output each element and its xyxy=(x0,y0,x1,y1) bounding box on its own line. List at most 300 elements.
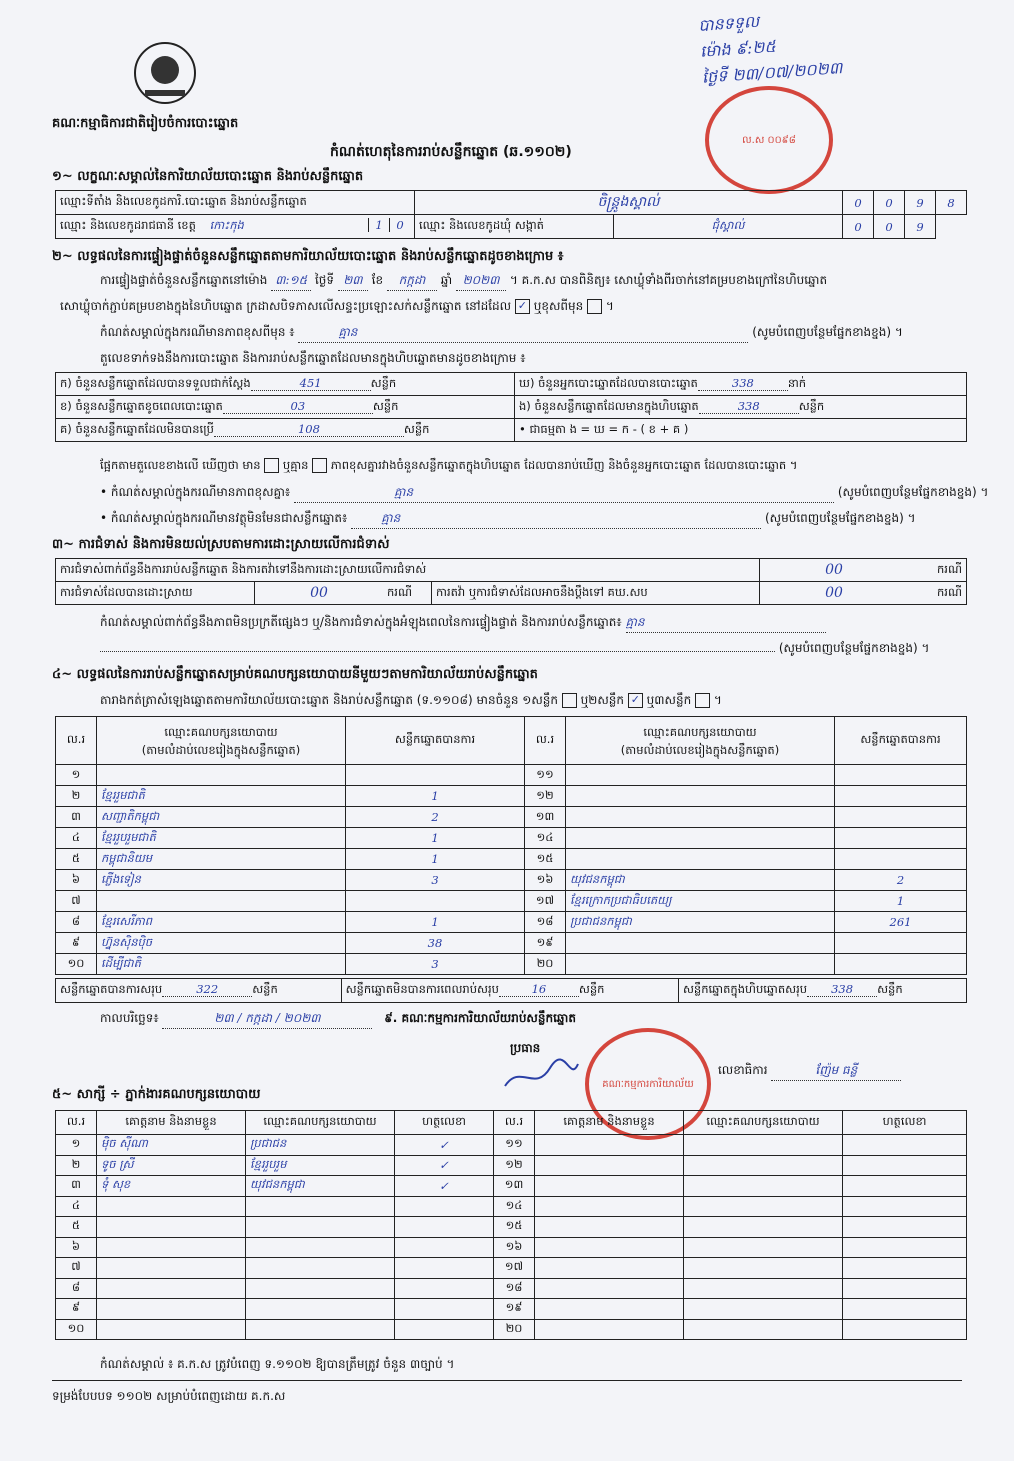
witness-signature xyxy=(843,1258,967,1279)
party-name: ភ្លើងទៀន xyxy=(97,870,346,891)
unit: ករណី xyxy=(908,559,967,582)
three-sheets-checkbox[interactable] xyxy=(695,693,710,708)
total-valid-votes: 322 xyxy=(162,982,252,997)
witness-party xyxy=(684,1278,843,1299)
irregularity-note-line xyxy=(100,614,980,633)
text: សន្លឹក xyxy=(252,982,278,996)
party-number: ២០ xyxy=(525,954,566,975)
witness-number: ៥ xyxy=(56,1217,97,1238)
text: សោឃ្លុំចាក់ភ្ជាប់គម្របខាងក្នុងនៃហិបឆ្នោត ក្រដាសបិទភាសលើសន្ទះប្រឡោះសក់សន្លឹកឆ្នោត នៅដដែល xyxy=(60,299,512,313)
party-number: ១៨ xyxy=(525,912,566,933)
party-number: ៨ xyxy=(56,912,97,933)
party-number: ៩ xyxy=(56,933,97,954)
party-name: យុវជនកម្ពុជា xyxy=(566,870,835,891)
witness-number: ៦ xyxy=(56,1237,97,1258)
text: ឆ្នាំ xyxy=(440,273,453,287)
text: (សូមបំពេញបន្ថែមផ្នែកខាងខ្នង) ។ xyxy=(752,325,903,339)
committee-name: គណៈកម្មាធិការជាតិរៀបចំការបោះឆ្នោត xyxy=(52,116,239,131)
col-no: ល.រ xyxy=(525,717,566,765)
party-votes: 1 xyxy=(346,786,525,807)
text: (តាមលំដាប់លេខរៀងក្នុងសន្លឹកឆ្នោត) xyxy=(141,742,301,757)
result-row xyxy=(56,807,967,828)
witness-name xyxy=(97,1217,246,1238)
col-party: ឈ្មោះគណបក្សនយោបាយ xyxy=(246,1111,395,1135)
witness-number: ៤ xyxy=(56,1196,97,1217)
party-name: ខ្មែរសេរីភាព xyxy=(97,912,346,933)
party-votes xyxy=(835,786,967,807)
total-box-votes: 338 xyxy=(807,982,877,997)
code-digit: 0 xyxy=(874,215,905,239)
party-name xyxy=(566,786,835,807)
verification-month: កក្កដា xyxy=(387,272,437,291)
appeal-label: ការតវ៉ា ឬការជំទាស់ដែលអាចនឹងប្តឹងទៅ គឃ.សប xyxy=(432,582,760,605)
witness-name xyxy=(97,1278,246,1299)
text: សន្លឹកឆ្នោតបានការសរុប xyxy=(60,982,163,996)
text: ខែ xyxy=(371,273,384,287)
text: សន្លឹក xyxy=(403,421,430,436)
result-row xyxy=(56,786,967,807)
complaints-table xyxy=(55,558,967,605)
witness-signature xyxy=(843,1237,967,1258)
witness-party xyxy=(684,1258,843,1279)
party-number: ៥ xyxy=(56,849,97,870)
two-sheets-checkbox[interactable]: ✓ xyxy=(628,693,643,708)
witness-row xyxy=(56,1217,967,1238)
text: ឬខុសពីមុន xyxy=(533,299,584,313)
text: ភាពខុសគ្នារវាងចំនួនសន្លឹកឆ្នោតក្នុងហិបឆ្នោត ដែលបានរាប់ឃើញ និងចំនួនអ្នកបោះឆ្នោត ដែលបានបោះឆ្នោត ។ xyxy=(330,458,798,472)
text: សន្លឹក xyxy=(370,375,397,390)
party-votes: 38 xyxy=(346,933,525,954)
tally-sheet-line: តារាងកត់ត្រាសំឡេងឆ្នោតតាមការិយាល័យបោះឆ្នោត និងរាប់សន្លឹកឆ្នោត (ទ.១១០៨) មានចំនួន ១សន្លឹក ឬ២សន្លឹក ✓ ឬ៣សន្លឹក ។ xyxy=(100,693,722,707)
text: សន្លឹកឆ្នោតមិនបានការពេលរាប់សរុប xyxy=(345,982,499,996)
col-party: ឈ្មោះគណបក្សនយោបាយ xyxy=(684,1111,843,1135)
witness-name xyxy=(97,1258,246,1279)
stamp-code: ល.ស ០០៩៨ xyxy=(742,134,796,146)
party-number: ១៤ xyxy=(525,828,566,849)
witness-name: ទូច ស្រី xyxy=(97,1155,246,1176)
witness-number: ២ xyxy=(56,1155,97,1176)
witness-party xyxy=(684,1196,843,1217)
party-name xyxy=(97,891,346,912)
col-signature: ហត្ថលេខា xyxy=(843,1111,967,1135)
annotation-line: បានទទួល xyxy=(697,11,760,35)
witness-name: ទុំ សុខ xyxy=(97,1176,246,1197)
witness-party xyxy=(684,1237,843,1258)
figure-cell xyxy=(56,373,515,396)
witness-signature xyxy=(843,1217,967,1238)
secretary-name: ញ៉ែម ធន្លី xyxy=(771,1062,901,1081)
text: • កំណត់សម្គាល់ក្នុងករណីមានវត្ថុមិនមែនជាសន្លឹកឆ្នោត៖ xyxy=(100,511,348,525)
witness-name xyxy=(97,1237,246,1258)
section5-heading: ៥~ សាក្សី ÷ ភ្នាក់ងារគណបក្សនយោបាយ xyxy=(52,1087,261,1102)
witness-party xyxy=(246,1278,395,1299)
irregularity-note-value: គ្មាន xyxy=(626,614,826,633)
text: ង) ចំនួនសន្លឹកឆ្នោតដែលមានក្នុងហិបឆ្នោត xyxy=(519,398,699,413)
text: តារាងកត់ត្រាសំឡេងឆ្នោតតាមការិយាល័យបោះឆ្នោត និងរាប់សន្លឹកឆ្នោត (ទ.១១០៨) មានចំនួន ១សន្លឹក xyxy=(100,693,558,707)
total-invalid-cell xyxy=(341,979,678,1003)
witness-number: ១១ xyxy=(494,1135,535,1156)
stamp-text: គណៈកម្មការការិយាល័យ xyxy=(602,1078,694,1090)
figures-intro: តួលេខទាក់ទងនឹងការបោះឆ្នោត និងការរាប់សន្លឹកឆ្នោតដែលមានក្នុងហិបឆ្នោតមានដូចខាងក្រោម ៖ xyxy=(100,351,526,365)
party-votes: 2 xyxy=(835,870,967,891)
figure-cell: • ជាធម្មតា ង = ឃ = ក - ( ខ + គ ) xyxy=(515,419,967,442)
unchanged-checkbox[interactable]: ✓ xyxy=(515,299,530,314)
witness-signature: ✓ xyxy=(395,1176,494,1197)
witness-name xyxy=(97,1319,246,1340)
text: សន្លឹក xyxy=(877,982,903,996)
foreign-object-note-value: គ្មាន xyxy=(351,510,761,529)
complaints-label: ការជំទាស់ពាក់ព័ន្ធនឹងការរាប់សន្លឹកឆ្នោត និងការតវ៉ាទៅនឹងការដោះស្រាយលើការជំទាស់ xyxy=(56,559,760,582)
party-votes: 2 xyxy=(346,807,525,828)
witness-signature xyxy=(395,1258,494,1279)
col-no: ល.រ xyxy=(56,1111,97,1135)
witness-party xyxy=(246,1258,395,1279)
complaints-count: 00 xyxy=(760,559,909,582)
witness-number: ១២ xyxy=(494,1155,535,1176)
party-votes: 1 xyxy=(346,849,525,870)
witness-row xyxy=(56,1176,967,1197)
text: លេខាធិការ xyxy=(718,1063,768,1077)
party-number: ១៥ xyxy=(525,849,566,870)
party-number: ១៣ xyxy=(525,807,566,828)
text: ឈ្មោះគណបក្សនយោបាយ xyxy=(164,724,278,739)
party-name xyxy=(566,828,835,849)
party-number: ១៧ xyxy=(525,891,566,912)
nec-logo xyxy=(130,38,200,108)
code-digit: 9 xyxy=(905,215,936,239)
witness-number: ៣ xyxy=(56,1176,97,1197)
resolved-count: 00 xyxy=(255,582,384,605)
text: សន្លឹកឆ្នោតក្នុងហិបឆ្នោតសរុប xyxy=(682,982,808,996)
irregularity-fill-line xyxy=(100,640,929,658)
party-votes xyxy=(835,807,967,828)
party-name: សញ្ជាតិកម្ពុជា xyxy=(97,807,346,828)
section4-heading: ៤~ លទ្ធផលនៃការរាប់សន្លឹកឆ្នោតសម្រាប់គណបក្សនយោបាយនីមួយៗតាមការិយាល័យរាប់សន្លឹកឆ្នោត xyxy=(52,667,538,682)
text: សន្លឹក xyxy=(798,398,825,413)
figure-cell xyxy=(515,396,967,419)
witness-signature: ✓ xyxy=(395,1135,494,1156)
witness-name: ម៉ិច ស៊ីណា xyxy=(97,1135,246,1156)
witness-signature xyxy=(843,1155,967,1176)
section3-heading: ៣~ ការជំទាស់ និងការមិនយល់ស្របតាមការដោះស្រាយលើការជំទាស់ xyxy=(52,537,390,552)
witness-name xyxy=(535,1258,684,1279)
party-name: ប្រជាជនកម្ពុជា xyxy=(566,912,835,933)
one-sheet-checkbox[interactable] xyxy=(562,693,577,708)
party-votes: 3 xyxy=(346,954,525,975)
col-no: ល.រ xyxy=(494,1111,535,1135)
result-row xyxy=(56,891,967,912)
figure-cell xyxy=(515,373,967,396)
code-digit: 8 xyxy=(936,191,967,215)
verification-year: ២០២៣ xyxy=(456,272,506,291)
witness-row xyxy=(56,1237,967,1258)
witness-signature xyxy=(843,1135,967,1156)
col-party xyxy=(97,717,346,765)
party-votes: 1 xyxy=(835,891,967,912)
resolved-label: ការជំទាស់ដែលបានដោះស្រាយ xyxy=(56,582,255,605)
secretary-line xyxy=(718,1062,901,1081)
witness-signature xyxy=(843,1176,967,1197)
changed-checkbox[interactable] xyxy=(587,299,602,314)
text: ឈ្មោះគណបក្សនយោបាយ xyxy=(643,724,757,739)
party-name xyxy=(97,765,346,786)
text: នាក់ xyxy=(787,375,807,390)
witness-signature xyxy=(843,1196,967,1217)
party-votes xyxy=(835,765,967,786)
witness-row xyxy=(56,1278,967,1299)
party-number: ១១ xyxy=(525,765,566,786)
party-votes xyxy=(346,765,525,786)
witness-signature xyxy=(843,1319,967,1340)
witness-party xyxy=(684,1217,843,1238)
chair-label: ប្រធាន xyxy=(510,1041,541,1055)
annotation-line: ម៉ោង ៩:២៥ xyxy=(699,36,777,61)
col-votes: សន្លឹកឆ្នោតបានការ xyxy=(835,717,967,765)
footnote: កំណត់សម្គាល់ ៖ គ.ក.ស ត្រូវបំពេញ ទ.១១០២ ឱ្យបានត្រឹមត្រូវ ចំនួន ៣ច្បាប់ ។ xyxy=(100,1357,455,1371)
difference-note-value: គ្មាន xyxy=(294,484,834,503)
party-name xyxy=(566,765,835,786)
code-digit: 0 xyxy=(843,191,874,215)
party-number: ១២ xyxy=(525,786,566,807)
witness-name xyxy=(535,1299,684,1320)
result-row xyxy=(56,828,967,849)
witness-row xyxy=(56,1196,967,1217)
ballots-in-box: 338 xyxy=(699,399,799,414)
text: ។ គ.ក.ស បានពិនិត្យ៖ សោឃ្លុំទាំងពីរចាក់នៅគម្របខាងក្រៅនៃហិបឆ្នោត xyxy=(509,273,828,287)
party-name: ដើម្បីជាតិ xyxy=(97,954,346,975)
witness-number: ១៧ xyxy=(494,1258,535,1279)
voters-voted: 338 xyxy=(698,376,788,391)
witness-name xyxy=(97,1196,246,1217)
witness-row xyxy=(56,1135,967,1156)
verification-line xyxy=(100,272,827,291)
ballots-received: 451 xyxy=(251,376,371,391)
party-number: ៧ xyxy=(56,891,97,912)
total-invalid-votes: 16 xyxy=(499,982,579,997)
polling-station-name: ចិន្ត្រូងស្គាល់ xyxy=(415,191,843,215)
verification-time: ៣:១៥ xyxy=(271,272,311,291)
section1-table xyxy=(55,190,967,239)
witness-signature xyxy=(395,1319,494,1340)
witness-signature: ✓ xyxy=(395,1155,494,1176)
signing-date: ២៣ / កក្កដា / ២០២៣ xyxy=(162,1010,372,1029)
difference-no-checkbox[interactable] xyxy=(312,458,327,473)
official-stamp-top xyxy=(705,86,833,194)
ballot-figures-table xyxy=(55,372,967,442)
witness-number: ៨ xyxy=(56,1278,97,1299)
text: ការផ្ទៀងផ្ទាត់ចំនួនសន្លឹកឆ្នោតនៅម៉ោង xyxy=(100,273,268,287)
witness-name xyxy=(535,1155,684,1176)
witness-name xyxy=(535,1319,684,1340)
party-votes: 3 xyxy=(346,870,525,891)
party-votes xyxy=(346,891,525,912)
witness-number: ១៣ xyxy=(494,1176,535,1197)
witness-number: ១៦ xyxy=(494,1237,535,1258)
party-name: ខ្មែររួមជាតិ xyxy=(97,786,346,807)
party-name xyxy=(566,807,835,828)
witness-signature xyxy=(395,1278,494,1299)
witness-party xyxy=(246,1319,395,1340)
witness-row xyxy=(56,1155,967,1176)
party-votes xyxy=(835,954,967,975)
code-digit: 9 xyxy=(905,191,936,215)
difference-yes-checkbox[interactable] xyxy=(264,458,279,473)
witness-number: ១៥ xyxy=(494,1217,535,1238)
result-row xyxy=(56,933,967,954)
party-number: ១៦ xyxy=(525,870,566,891)
difference-note-line xyxy=(100,484,988,503)
witness-name xyxy=(535,1278,684,1299)
witness-row xyxy=(56,1299,967,1320)
change-note-value: គ្មាន xyxy=(298,324,748,343)
party-number: ១ xyxy=(56,765,97,786)
witness-name xyxy=(535,1237,684,1258)
blank-line xyxy=(100,651,775,652)
result-row xyxy=(56,870,967,891)
compare-line xyxy=(100,458,797,475)
col-name: គោត្តនាម និងនាមខ្លួន xyxy=(535,1111,684,1135)
witness-number: ១៩ xyxy=(494,1299,535,1320)
party-number: ១៩ xyxy=(525,933,566,954)
witness-number: ១៤ xyxy=(494,1196,535,1217)
change-note-line xyxy=(100,324,980,343)
code-digit: 0 xyxy=(874,191,905,215)
witness-number: ១០ xyxy=(56,1319,97,1340)
text: ៩. គណៈកម្មការការិយាល័យរាប់សន្លឹកឆ្នោត xyxy=(384,1011,576,1025)
witness-party xyxy=(246,1237,395,1258)
witness-party xyxy=(684,1299,843,1320)
party-votes xyxy=(835,933,967,954)
text: សន្លឹក xyxy=(372,398,399,413)
witness-row xyxy=(56,1258,967,1279)
witness-name xyxy=(535,1176,684,1197)
text: ក) ចំនួនសន្លឹកឆ្នោតដែលបានទទួលជាក់ស្តែង xyxy=(60,375,251,390)
witness-signature xyxy=(395,1237,494,1258)
verification-day: ២៣ xyxy=(338,272,368,291)
witness-signature xyxy=(395,1299,494,1320)
text: កាលបរិច្ឆេទ៖ xyxy=(100,1011,159,1025)
party-name xyxy=(566,849,835,870)
witness-number: ៧ xyxy=(56,1258,97,1279)
text: (សូមបំពេញបន្ថែមផ្នែកខាងខ្នង) ។ xyxy=(764,511,916,525)
witness-signature xyxy=(843,1278,967,1299)
ballots-unused: 108 xyxy=(214,422,404,437)
text: ខ) ចំនួនសន្លឹកឆ្នោតខូចពេលបោះឆ្នោត xyxy=(60,398,223,413)
text: ផ្អែកតាមតួលេខខាងលើ ឃើញថា មាន xyxy=(100,458,261,472)
figure-cell xyxy=(56,419,515,442)
witness-party xyxy=(684,1319,843,1340)
text: (សូមបំពេញបន្ថែមផ្នែកខាងខ្នង) ។ xyxy=(778,641,930,655)
total-box-cell xyxy=(678,979,966,1003)
result-row xyxy=(56,954,967,975)
text: សន្លឹក xyxy=(578,982,605,996)
col-no: ល.រ xyxy=(56,717,97,765)
col-party xyxy=(566,717,835,765)
witness-party xyxy=(684,1135,843,1156)
text: • កំណត់សម្គាល់ក្នុងករណីមានភាពខុសគ្នា៖ xyxy=(100,485,291,499)
party-number: ៤ xyxy=(56,828,97,849)
witness-party xyxy=(246,1217,395,1238)
text: ឃ) ចំនួនអ្នកបោះឆ្នោតដែលបានបោះឆ្នោត xyxy=(519,375,698,390)
text: កំណត់សម្គាល់ពាក់ព័ន្ធនឹងភាពមិនប្រក្រតីផ្សេងៗ ឬ/និងការជំទាស់ក្នុងអំឡុងពេលនៃការផ្ទៀងផ្ទាត់ និងការរាប់សន្លឹកឆ្នោត៖ xyxy=(100,615,622,629)
footer-rule xyxy=(52,1380,962,1381)
text: ឬគ្មាន xyxy=(282,458,309,472)
party-name: ខ្មែរក្រោកប្រជាធិបតេយ្យ xyxy=(566,891,835,912)
total-valid-cell xyxy=(56,979,342,1003)
col-signature: ហត្ថលេខា xyxy=(395,1111,494,1135)
witness-number: ១៨ xyxy=(494,1278,535,1299)
result-row xyxy=(56,912,967,933)
witness-number: ៩ xyxy=(56,1299,97,1320)
party-votes: 261 xyxy=(835,912,967,933)
totals-table xyxy=(55,978,967,1003)
section1-heading: ១~ លក្ខណៈសម្គាល់នៃការិយាល័យបោះឆ្នោត និងរាប់សន្លឹកឆ្នោត xyxy=(52,169,364,184)
form-note: ទម្រង់បែបបទ ១១០២ សម្រាប់បំពេញដោយ គ.ក.ស xyxy=(52,1389,286,1403)
party-number: ៦ xyxy=(56,870,97,891)
commune-name: ជុំស្គាល់ xyxy=(614,215,843,239)
annotation-line: ថ្ងៃទី ២៣/០៧/២០២៣ xyxy=(701,58,843,87)
code-digit: 0 xyxy=(389,218,410,232)
witness-party: ខ្មែររួបរួម xyxy=(246,1155,395,1176)
witness-signature xyxy=(395,1196,494,1217)
figure-cell xyxy=(56,396,515,419)
witness-party xyxy=(246,1196,395,1217)
province-name: កោះកុង xyxy=(209,218,244,232)
ballots-spoiled: 03 xyxy=(223,399,373,414)
province-label-text: ឈ្មោះ និងលេខកូដរាជធានី ខេត្ត xyxy=(60,218,196,232)
witness-row xyxy=(56,1319,967,1340)
witness-signature xyxy=(395,1217,494,1238)
chair-signature xyxy=(500,1058,580,1099)
party-name xyxy=(566,954,835,975)
col-name: គោត្តនាម និងនាមខ្លួន xyxy=(97,1111,246,1135)
witness-name xyxy=(535,1196,684,1217)
commune-label: ឈ្មោះ និងលេខកូដឃុំ សង្កាត់ xyxy=(415,215,614,239)
code-digit: 0 xyxy=(843,215,874,239)
received-annotation xyxy=(697,3,843,91)
unit: ករណី xyxy=(908,582,967,605)
result-row xyxy=(56,765,967,786)
text: ឬ៣សន្លឹក xyxy=(646,693,692,707)
witness-party xyxy=(684,1176,843,1197)
unit: ករណី xyxy=(383,582,432,605)
party-votes: 1 xyxy=(346,912,525,933)
witness-number: ១ xyxy=(56,1135,97,1156)
party-name: ហ្វ៊ុនស៊ិនប៉ិច xyxy=(97,933,346,954)
witness-signature xyxy=(843,1299,967,1320)
party-name: ខ្មែររួបរួមជាតិ xyxy=(97,828,346,849)
code-digit: 1 xyxy=(368,218,389,232)
witness-number: ២០ xyxy=(494,1319,535,1340)
party-results-table xyxy=(55,716,967,975)
text: ឬ២សន្លឹក xyxy=(580,693,625,707)
party-number: ៣ xyxy=(56,807,97,828)
text: (តាមលំដាប់លេខរៀងក្នុងសន្លឹកឆ្នោត) xyxy=(620,742,780,757)
witness-name xyxy=(97,1299,246,1320)
witness-party xyxy=(246,1299,395,1320)
text: គ) ចំនួនសន្លឹកឆ្នោតដែលមិនបានប្រើ xyxy=(60,421,214,436)
foreign-object-note-line xyxy=(100,510,916,529)
text: ថ្ងៃទី xyxy=(315,273,335,287)
page-title: កំណត់ហេតុនៃការរាប់សន្លឹកឆ្នោត (ឆ.១១០២) xyxy=(330,144,572,160)
polling-station-label: ឈ្មោះទីតាំង និងលេខកូដការិ.បោះឆ្នោត និងរាប់សន្លឹកឆ្នោត xyxy=(56,191,415,215)
seal-line: សោឃ្លុំចាក់ភ្ជាប់គម្របខាងក្នុងនៃហិបឆ្នោត ក្រដាសបិទភាសលើសន្ទះប្រឡោះសក់សន្លឹកឆ្នោត នៅដដែល ✓ ឬខុសពីមុន ។ xyxy=(60,299,614,313)
witness-party: យុវជនកម្ពុជា xyxy=(246,1176,395,1197)
party-votes xyxy=(835,828,967,849)
witness-party: ប្រជាជន xyxy=(246,1135,395,1156)
party-name xyxy=(566,933,835,954)
party-name: កម្ពុជានិយម xyxy=(97,849,346,870)
